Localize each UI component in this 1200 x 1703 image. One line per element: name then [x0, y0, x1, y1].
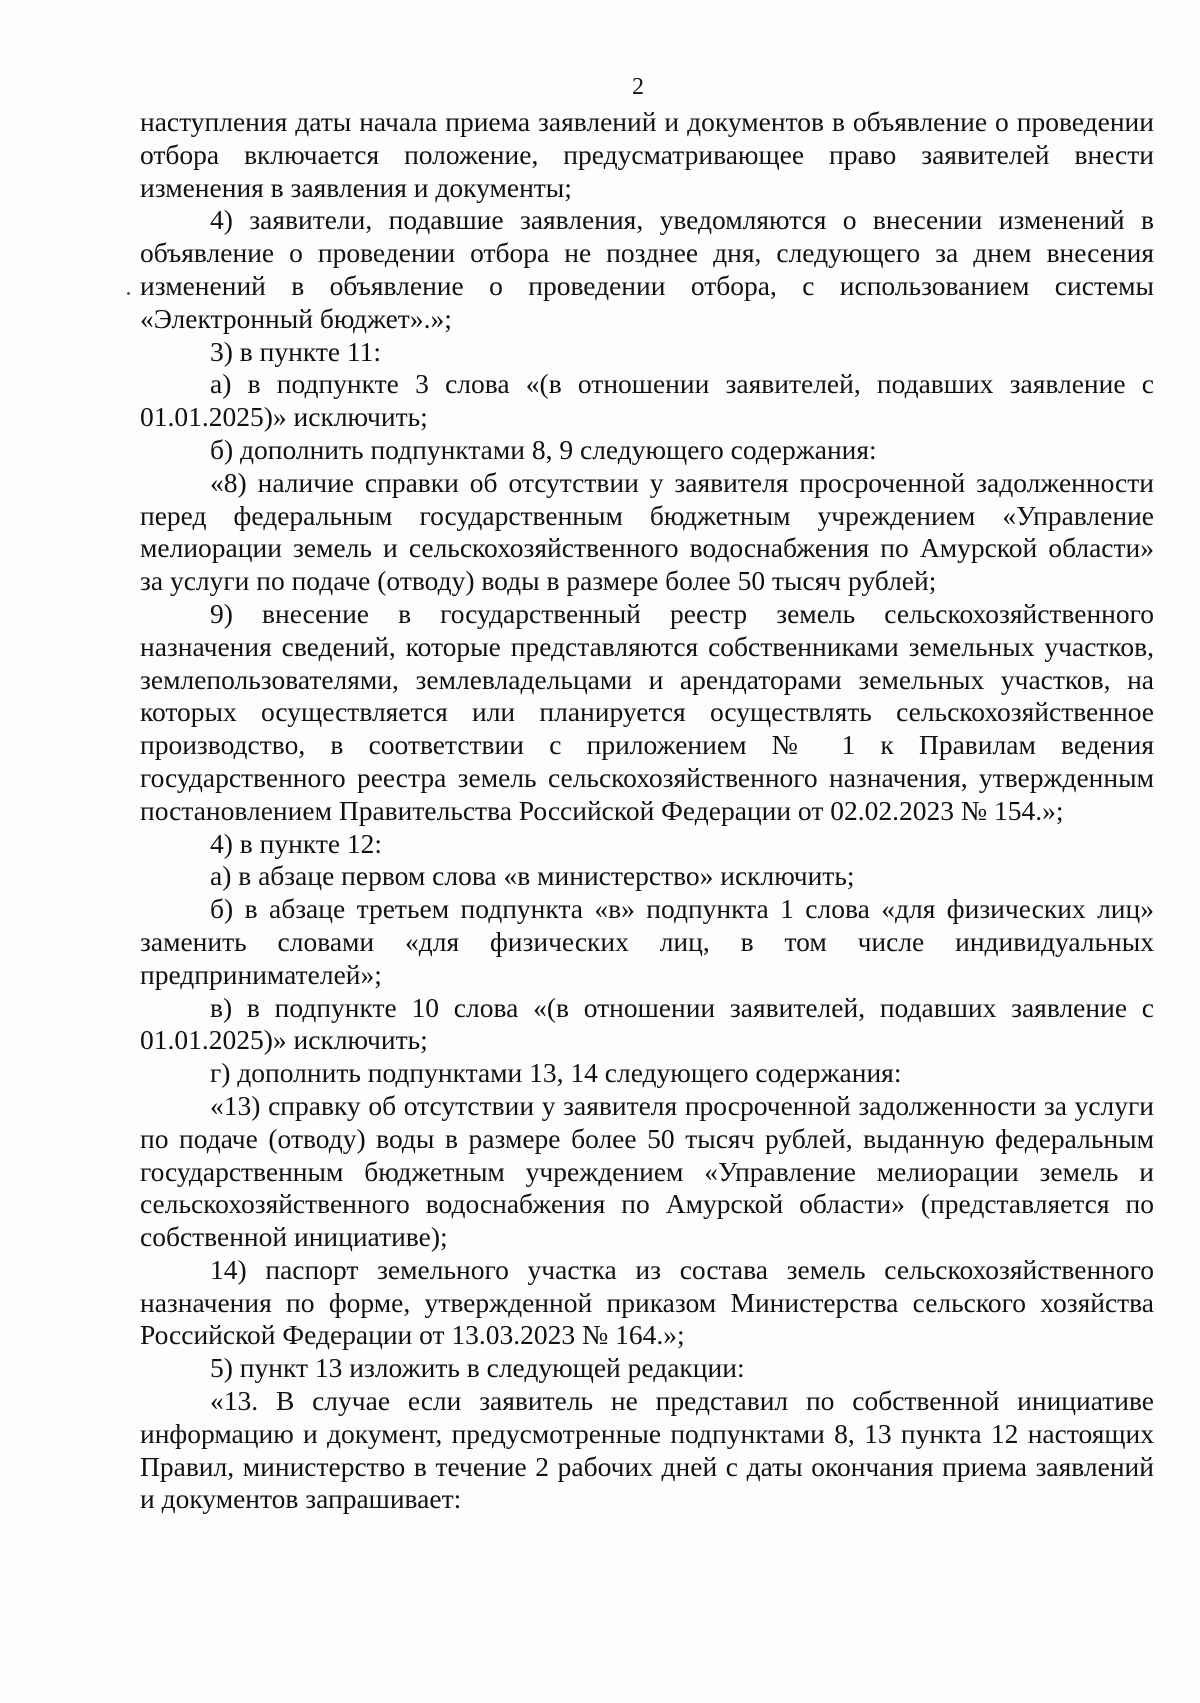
paragraph-subitem-9: 9) внесение в государственный реестр земель сельскохозяйственного назначения сведений, которые представляются собственниками земельных участков, землепользователями, землевладельцами и арендаторами земельных участков, на которых осуществляется или планируется осуществлять сельскохозяйственное производство, в соответствии с приложением № 1 к Правилам ведения государственного реестра земель сельскохозяйственного назначения, утвержденным постановлением Правительства Российской Федерации от 02.02.2023 № 154.»; [140, 597, 1154, 826]
document-body [140, 106, 1154, 1516]
paragraph-11-a: а) в подпункте 3 слова «(в отношении заявителей, подавших заявление с 01.01.2025)» исключить; [140, 368, 1154, 433]
paragraph-amend-point-13: 5) пункт 13 изложить в следующей редакции: [210, 1352, 745, 1384]
paragraph-item-4-notification: 4) заявители, подавшие заявления, уведомляются о внесении изменений в объявление о проведении отбора не позднее дня, следующего за днем внесения изменений в объявление о проведении отбора, с использованием системы «Электронный бюджет».»; [140, 204, 1154, 334]
paragraph-point-13-text: «13. В случае если заявитель не представил по собственной инициативе информацию и документ, предусмотренные подпунктами 8, 13 пункта 12 настоящих Правил, министерство в течение 2 рабочих дней с даты окончания приема заявлений и документов запрашивает: [140, 1385, 1154, 1515]
scan-artifact [127, 292, 130, 295]
paragraph-continuation: наступления даты начала приема заявлений и документов в объявление о проведении отбора включается положение, предусматривающее право заявителей внести изменения в заявления и документы; [140, 106, 1154, 203]
page-number: 2 [632, 74, 644, 100]
paragraph-amend-point-12: 4) в пункте 12: [210, 827, 383, 859]
paragraph-subitem-14: 14) паспорт земельного участка из состава земель сельскохозяйственного назначения по форме, утвержденной приказом Министерства сельского хозяйства Российской Федерации от 13.03.2023 № 164.»; [140, 1253, 1154, 1351]
paragraph-12-v: в) в подпункте 10 слова «(в отношении заявителей, подавших заявление с 01.01.2025)» исключить; [140, 991, 1154, 1056]
paragraph-subitem-8: «8) наличие справки об отсутствии у заявителя просроченной задолженности перед федеральным государственным бюджетным учреждением «Управление мелиорации земель и сельскохозяйственного водоснабжения по Амурской области» за услуги по подаче (отводу) воды в размере более 50 тысяч рублей; [140, 466, 1154, 597]
paragraph-11-b: б) дополнить подпунктами 8, 9 следующего содержания: [210, 433, 877, 465]
paragraph-subitem-13: «13) справку об отсутствии у заявителя просроченной задолженности за услуги по подаче (отводу) воды в размере более 50 тысяч рублей, выданную федеральным государственным бюджетным учреждением «Управление мелиорации земель и сельскохозяйственного водоснабжения по Амурской области» (представляется по собственной инициативе); [140, 1089, 1154, 1253]
paragraph-12-g: г) дополнить подпунктами 13, 14 следующего содержания: [210, 1057, 902, 1089]
paragraph-12-a: а) в абзаце первом слова «в министерство» исключить; [210, 860, 855, 892]
paragraph-12-b: б) в абзаце третьем подпункта «в» подпункта 1 слова «для физических лиц» заменить словами «для физических лиц, в том числе индивидуальных предпринимателей»; [140, 893, 1154, 990]
paragraph-amend-point-11: 3) в пункте 11: [210, 335, 382, 367]
